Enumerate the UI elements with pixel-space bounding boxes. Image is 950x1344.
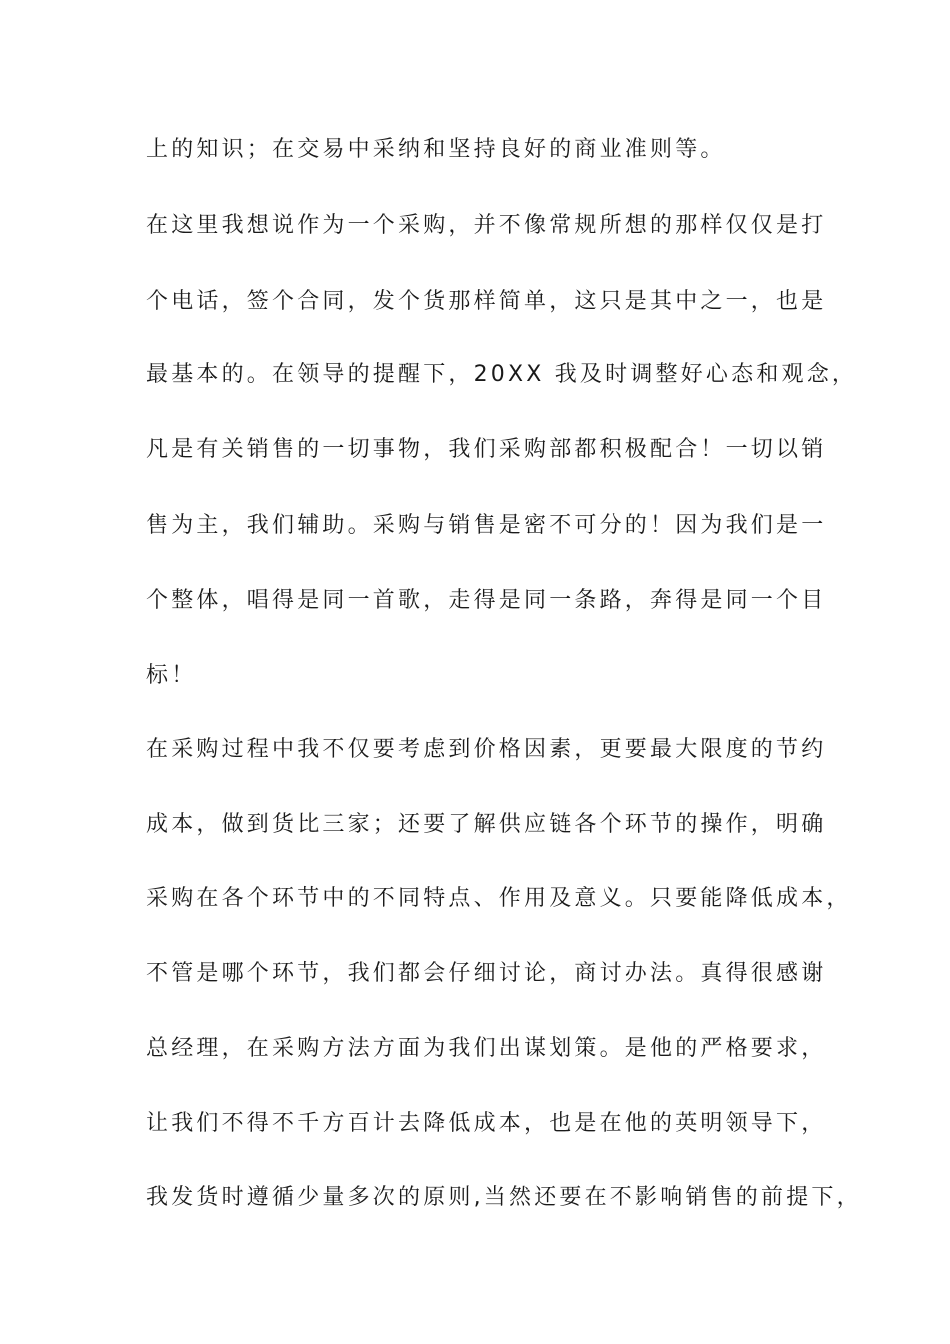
text-line: 标！: [146, 663, 197, 688]
text-line: 个整体，唱得是同一首歌，走得是同一条路，奔得是同一个目: [146, 588, 827, 613]
text-line: 在这里我想说作为一个采购，并不像常规所想的那样仅仅是打: [146, 213, 827, 238]
text-line: 在采购过程中我不仅要考虑到价格因素，更要最大限度的节约: [146, 737, 827, 762]
text-line: 售为主，我们辅助。采购与销售是密不可分的！因为我们是一: [146, 513, 827, 538]
text-line: 总经理，在采购方法方面为我们出谋划策。是他的严格要求，: [146, 1036, 827, 1061]
text-line: 我发货时遵循少量多次的原则,当然还要在不影响销售的前提下，: [146, 1185, 862, 1210]
text-line: 上的知识；在交易中采纳和坚持良好的商业准则等。: [146, 137, 726, 162]
text-line: 不管是哪个环节，我们都会仔细讨论，商讨办法。真得很感谢: [146, 961, 827, 986]
text-line: 个电话，签个合同，发个货那样简单，这只是其中之一，也是: [146, 289, 827, 314]
text-line: 凡是有关销售的一切事物，我们采购部都积极配合！一切以销: [146, 437, 827, 462]
text-line: 成本，做到货比三家；还要了解供应链各个环节的操作，明确: [146, 812, 827, 837]
text-line: 最基本的。在领导的提醒下，20XX 我及时调整好心态和观念，: [146, 362, 858, 387]
text-line: 采购在各个环节中的不同特点、作用及意义。只要能降低成本，: [146, 886, 852, 911]
text-line: 让我们不得不千方百计去降低成本，也是在他的英明领导下，: [146, 1111, 827, 1136]
